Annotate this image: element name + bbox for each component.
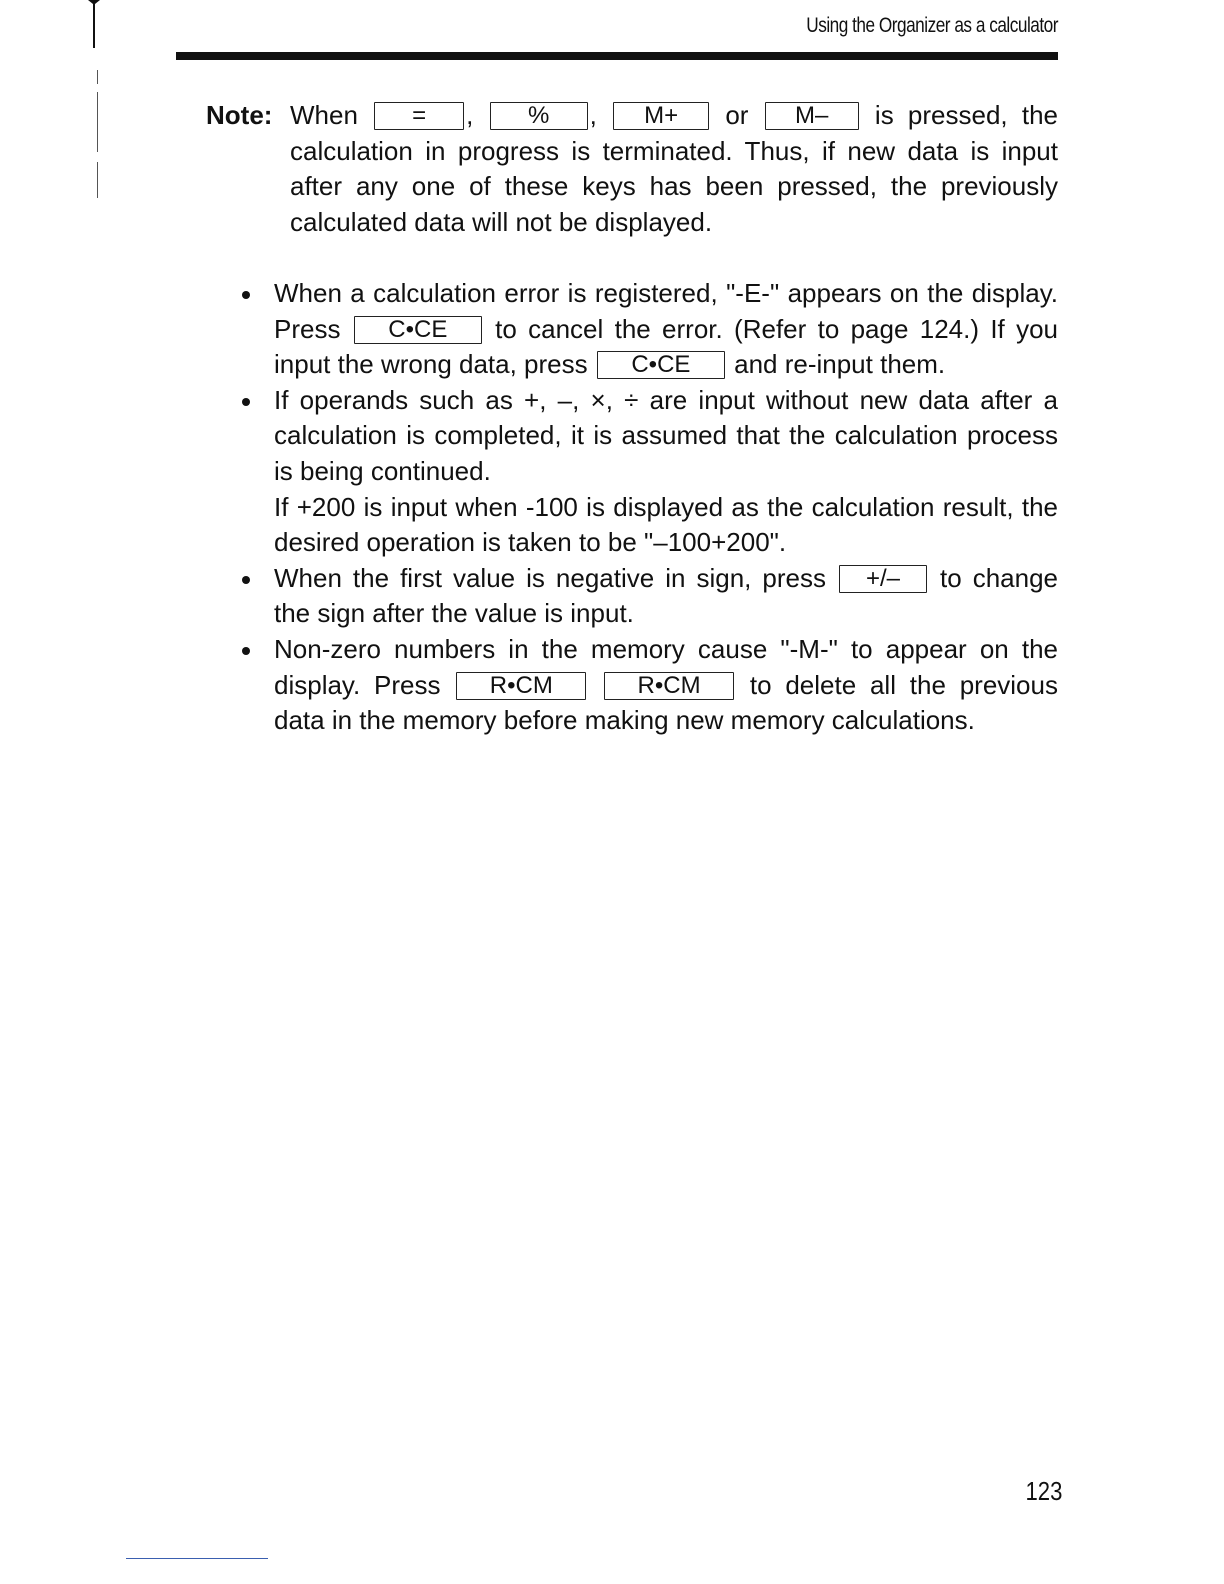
equals-key: = — [374, 102, 464, 130]
r-cm-key: R•CM — [604, 672, 734, 700]
margin-tick — [97, 162, 98, 198]
r-cm-key: R•CM — [456, 672, 586, 700]
header-rule — [176, 52, 1058, 60]
c-ce-key: C•CE — [354, 316, 482, 344]
bullet-dot-icon — [242, 647, 250, 655]
bullet-dot-icon — [242, 398, 250, 406]
running-head: Using the Organizer as a calculator — [806, 14, 1058, 37]
crop-mark — [88, 0, 100, 48]
note-block — [206, 98, 1058, 240]
page-number: 123 — [1025, 1476, 1062, 1506]
list-item: If operands such as +, –, ×, ÷ are input without new data after a calculation is completed, it is assumed that the calculation process is being continued. If +200 is input when -100 is displayed as the calculation result, the desired operation is taken to be "–100+200". — [240, 383, 1058, 561]
list-item: When the first value is negative in sign, press +/– to change the sign after the value is input. — [240, 561, 1058, 632]
m-minus-key: M– — [765, 102, 859, 130]
footer-line — [126, 1558, 268, 1559]
bullet-dot-icon — [242, 576, 250, 584]
bullet-list — [240, 276, 1058, 739]
margin-tick — [97, 70, 98, 84]
c-ce-key: C•CE — [597, 351, 725, 379]
margin-tick — [97, 92, 98, 152]
sign-change-key: +/– — [839, 565, 927, 593]
list-item: When a calculation error is registered, "-E-" appears on the display. Press C•CE to cancel the error. (Refer to page 124.) If you input the wrong data, press C•CE and re-input them. — [240, 276, 1058, 383]
note-text: When = , % , M+ or M– is pressed, the calculation in progress is terminated. Thus, if new data is input after any one of these keys has been pressed, the previously calculated data will not be displayed. — [290, 100, 1059, 237]
list-item: Non-zero numbers in the memory cause "-M-" to appear on the display. Press R•CM R•CM to delete all the previous data in the memory before making new memory calculations. — [240, 632, 1058, 739]
m-plus-key: M+ — [613, 102, 709, 130]
percent-key: % — [490, 102, 588, 130]
bullet-dot-icon — [242, 291, 250, 299]
note-label: Note: — [206, 100, 273, 130]
